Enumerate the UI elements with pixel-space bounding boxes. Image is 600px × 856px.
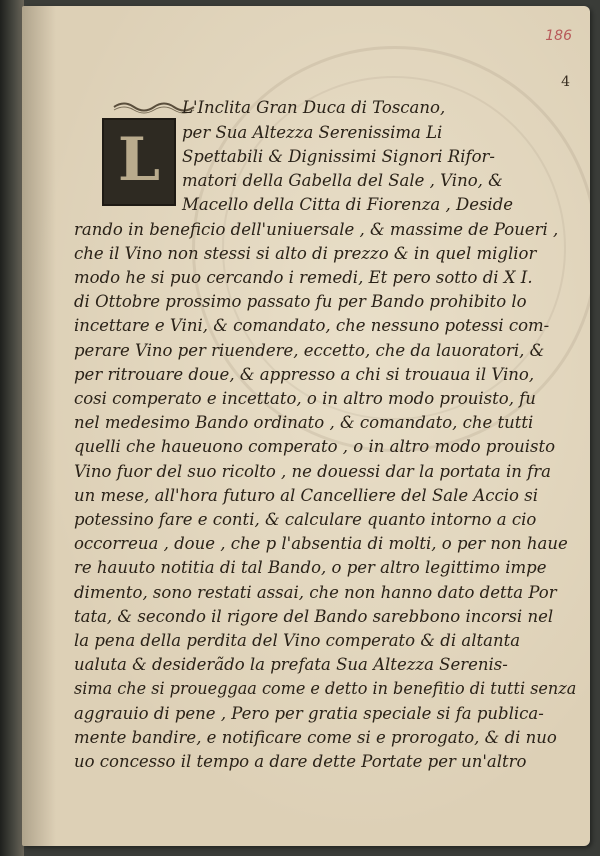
text-line: per Sua Altezza Serenissima Li: [182, 123, 443, 142]
text-line: Vino fuor del suo ricolto , ne douessi dar la portata in fra: [74, 462, 551, 481]
body-text: [22, 6, 590, 846]
text-line: matori della Gabella del Sale , Vino, &: [182, 171, 503, 190]
text-line: cosi comperato e incettato, o in altro modo prouisto, fu: [74, 389, 536, 408]
text-line: dimento, sono restati assai, che non hanno dato detta Por: [74, 583, 557, 602]
text-line: che il Vino non stessi si alto di prezzo & in quel miglior: [74, 244, 537, 263]
text-line: quelli che haueuono comperato , o in altro modo prouisto: [74, 437, 556, 456]
text-line: Macello della Citta di Fiorenza , Deside: [182, 195, 514, 214]
text-line: L'Inclita Gran Duca di Toscano,: [182, 98, 446, 117]
text-line: re hauuto notitia di tal Bando, o per altro legittimo impe: [74, 558, 547, 577]
text-line: Spettabili & Dignissimi Signori Rifor-: [182, 147, 495, 166]
text-line: nel medesimo Bando ordinato , & comandato, che tutti: [74, 413, 534, 432]
text-line: potessino fare e conti, & calculare quanto intorno a cio: [74, 510, 537, 529]
text-line: per ritrouare doue, & appresso a chi si trouaua il Vino,: [74, 365, 535, 384]
text-line: sima che si proueggaa come e detto in benefitio di tutti senza: [74, 679, 577, 698]
book-binding: [0, 0, 24, 856]
text-line: di Ottobre prossimo passato fu per Bando prohibito lo: [74, 292, 527, 311]
text-line: tata, & secondo il rigore del Bando sarebbono incorsi nel: [74, 607, 554, 626]
text-line: ualuta & desiderãdo la prefata Sua Altezza Serenis-: [74, 655, 508, 674]
document-page: [22, 6, 590, 846]
initial-letter: L: [117, 125, 161, 195]
text-line: occorreua , doue , che p l'absentia di molti, o per non haue: [74, 534, 568, 553]
text-line: mente bandire, e notificare come si e prorogato, & di nuo: [74, 728, 557, 747]
folio-number: 186: [545, 28, 572, 44]
text-line: rando in beneficio dell'uniuersale , & massime de Poueri ,: [74, 220, 559, 239]
text-line: uo concesso il tempo a dare dette Portate per un'altro: [74, 752, 527, 771]
text-line: incettare e Vini, & comandato, che nessuno potessi com-: [74, 316, 550, 335]
text-line: modo he si puo cercando i remedi, Et pero sotto di X I.: [74, 268, 533, 287]
text-line: perare Vino per riuendere, eccetto, che da lauoratori, &: [74, 341, 545, 360]
signature-mark: 4: [561, 74, 570, 90]
text-line: aggrauio di pene , Pero per gratia speciale si fa publica-: [74, 704, 544, 723]
text-line: un mese, all'hora futuro al Cancelliere del Sale Accio si: [74, 486, 538, 505]
text-line: la pena della perdita del Vino comperato & di altanta: [74, 631, 521, 650]
